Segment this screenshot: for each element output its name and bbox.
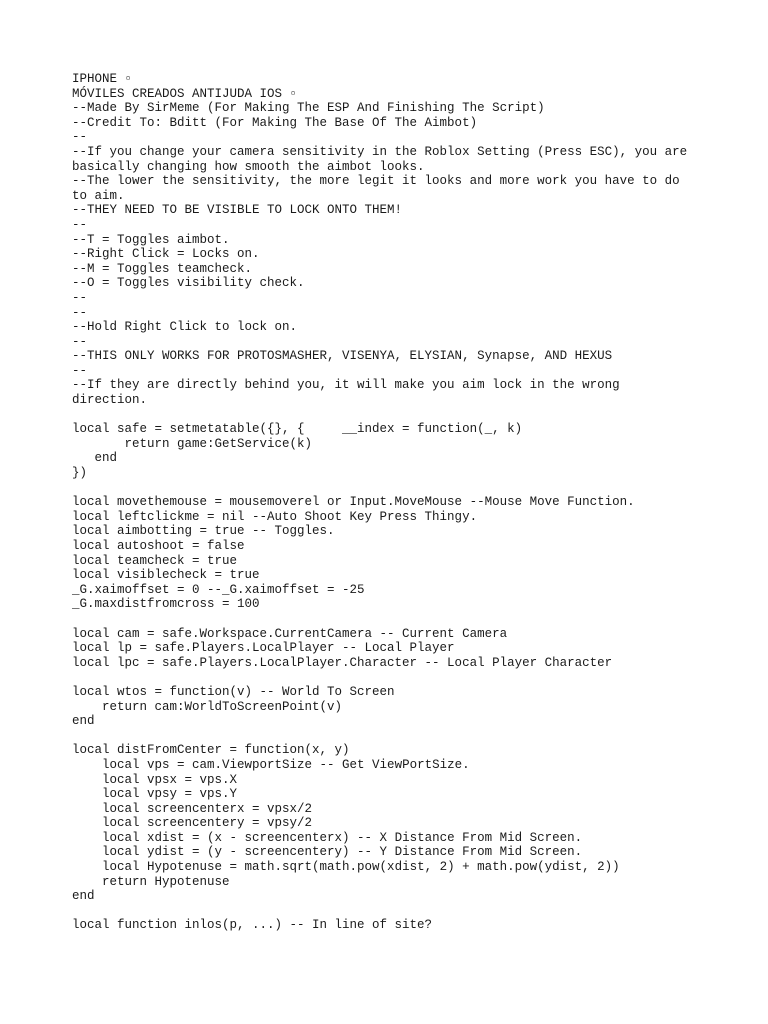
- code-line: end: [72, 451, 118, 466]
- code-line: local autoshoot = false: [72, 539, 245, 553]
- code-line: --The lower the sensitivity, the more legit it looks and more work you have to do to aim.: [72, 174, 688, 203]
- code-line: --If you change your camera sensitivity in the Roblox Setting (Press ESC), you are basically changing how smooth the aimbot looks.: [72, 144, 695, 174]
- code-line: end: [72, 889, 95, 904]
- code-line: _G.xaimoffset = 0 --_G.xaimoffset = -25: [72, 582, 365, 597]
- code-line: --Made By SirMeme (For Making The ESP And Finishing The Script): [72, 101, 545, 116]
- code-line: local function inlos(p, ...) -- In line of site?: [72, 918, 433, 933]
- code-line: local distFromCenter = function(x, y): [72, 743, 350, 758]
- code-line: _G.maxdistfromcross = 100: [72, 597, 260, 612]
- code-line: local movethemouse = mousemoverel or Input.MoveMouse --Mouse Move Function.: [72, 495, 635, 510]
- code-line: --: [72, 334, 88, 349]
- code-line: local vps = cam.ViewportSize -- Get ViewPortSize.: [72, 757, 470, 772]
- code-line: --: [72, 290, 88, 305]
- code-line: IPHONE ▫: [72, 72, 133, 86]
- code-line: --Right Click = Locks on.: [72, 247, 260, 262]
- code-line: local screencenterx = vpsx/2: [72, 801, 313, 816]
- code-line: local cam = safe.Workspace.CurrentCamera -- Current Camera: [72, 626, 508, 641]
- code-line: --Credit To: Bditt (For Making The Base Of The Aimbot): [72, 115, 478, 130]
- code-line: return cam:WorldToScreenPoint(v): [72, 699, 343, 714]
- code-line: --THIS ONLY WORKS FOR PROTOSMASHER, VISENYA, ELYSIAN, Synapse, AND HEXUS: [72, 349, 613, 364]
- code-line: return Hypotenuse: [72, 874, 230, 889]
- code-line: [72, 481, 702, 496]
- code-line: local lp = safe.Players.LocalPlayer -- Local Player: [72, 641, 455, 656]
- code-line: --Hold Right Click to lock on.: [72, 320, 298, 335]
- code-line: --: [72, 363, 88, 378]
- code-line: local lpc = safe.Players.LocalPlayer.Character -- Local Player Character: [72, 655, 613, 670]
- code-line: }): [72, 466, 88, 481]
- code-line: local Hypotenuse = math.sqrt(math.pow(xdist, 2) + math.pow(ydist, 2)): [72, 860, 620, 875]
- code-line: local wtos = function(v) -- World To Screen: [72, 684, 395, 699]
- code-block: [72, 72, 702, 933]
- code-line: local vpsy = vps.Y: [72, 787, 238, 802]
- code-line: [72, 408, 702, 423]
- code-line: end: [72, 714, 95, 729]
- code-line: local visiblecheck = true: [72, 568, 260, 583]
- code-line: --: [72, 305, 88, 320]
- code-line: [72, 612, 702, 627]
- code-line: local ydist = (y - screencentery) -- Y Distance From Mid Screen.: [72, 845, 583, 860]
- code-line: [72, 670, 702, 685]
- code-line: [72, 904, 702, 919]
- code-line: --M = Toggles teamcheck.: [72, 261, 253, 276]
- code-line: --: [72, 217, 88, 232]
- code-line: local vpsx = vps.X: [72, 772, 238, 787]
- code-line: local xdist = (x - screencenterx) -- X Distance From Mid Screen.: [72, 830, 583, 845]
- code-line: local screencentery = vpsy/2: [72, 816, 313, 831]
- code-line: --: [72, 130, 88, 145]
- code-line: MÓVILES CREADOS ANTIJUDA IOS ▫: [72, 86, 298, 101]
- code-line: --THEY NEED TO BE VISIBLE TO LOCK ONTO THEM!: [72, 203, 403, 218]
- code-line: local teamcheck = true: [72, 553, 238, 568]
- code-line: --O = Toggles visibility check.: [72, 276, 305, 291]
- code-line: [72, 729, 702, 744]
- code-line: local safe = setmetatable({}, { __index = function(_, k): [72, 422, 523, 437]
- code-line: local aimbotting = true -- Toggles.: [72, 524, 335, 539]
- code-line: --T = Toggles aimbot.: [72, 232, 230, 247]
- code-line: local leftclickme = nil --Auto Shoot Key Press Thingy.: [72, 509, 478, 524]
- code-line: --If they are directly behind you, it will make you aim lock in the wrong direction.: [72, 378, 628, 408]
- code-line: return game:GetService(k): [72, 436, 313, 451]
